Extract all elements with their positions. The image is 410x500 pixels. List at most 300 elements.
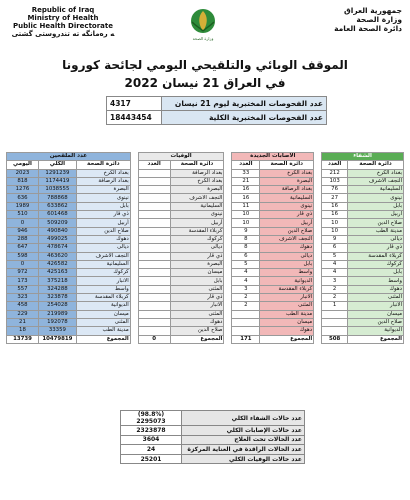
spacer bbox=[130, 235, 138, 243]
death-dept-cell: ﺫﻱ ﻗﺎﺭ bbox=[170, 252, 224, 260]
cumulative-row bbox=[121, 435, 305, 445]
vac-total-total: 10479819 bbox=[38, 335, 76, 343]
vac-total-cell: 426582 bbox=[38, 260, 76, 268]
death-dept-cell: ﻧﻴﻨﻮﻯ bbox=[170, 211, 224, 219]
recovery-dept-cell: ﺑﻐﺪﺍﺩ ﺍﻟﻜﺮﺥ bbox=[348, 169, 404, 177]
vac-total-cell: 509209 bbox=[38, 219, 76, 227]
spacer bbox=[224, 269, 232, 277]
spacer bbox=[314, 252, 322, 260]
table-row bbox=[7, 219, 404, 227]
case-dept-cell: ﺍﻻﻧﺒﺎﺭ bbox=[260, 294, 314, 302]
header-en-line: Republic of Iraq bbox=[31, 6, 95, 14]
case-dept-cell: ﺑﺎﺑﻞ bbox=[260, 260, 314, 268]
recovery-count-cell bbox=[322, 318, 348, 326]
case-dept-cell: ﺩﻫﻮﻙ bbox=[260, 244, 314, 252]
case-dept-cell: ﺑﻐﺪﺍﺩ ﺍﻟﺮﺻﺎﻓﺔ bbox=[260, 186, 314, 194]
spacer bbox=[314, 260, 322, 268]
death-count-cell bbox=[138, 194, 170, 202]
cumulative-value: 24 bbox=[121, 445, 182, 455]
ministry-header-en bbox=[8, 6, 118, 38]
recovery-dept-cell: ﻭﺍﺳﻂ bbox=[348, 277, 404, 285]
death-count-cell bbox=[138, 186, 170, 194]
case-count-cell: 10 bbox=[232, 211, 260, 219]
recovery-count-cell: 16 bbox=[322, 202, 348, 210]
vac-daily-cell: 1276 bbox=[7, 186, 39, 194]
death-count-cell bbox=[138, 169, 170, 177]
vac-total-cell: 1174419 bbox=[38, 177, 76, 185]
vac-total-cell: 254028 bbox=[38, 302, 76, 310]
spacer bbox=[130, 310, 138, 318]
vac-total-cell: 499025 bbox=[38, 235, 76, 243]
vac-dept-cell: ﺻﻼﺡ ﺍﻟﺪﻳﻦ bbox=[76, 227, 130, 235]
recovery-dept-cell: ﻛﺮﺑﻼﺀ ﺍﻟﻤﻘﺪﺳﺔ bbox=[348, 252, 404, 260]
vac-daily-cell: 647 bbox=[7, 244, 39, 252]
spacer bbox=[314, 235, 322, 243]
cumulative-label: ﻋﺪﺩ ﺣﺎﻻﺕ ﺍﻹﺻﺎﺑﺎﺕ ﺍﻟﻜﻠﻲ bbox=[182, 426, 305, 436]
spacer bbox=[314, 302, 322, 310]
spacer bbox=[314, 294, 322, 302]
table-row bbox=[7, 227, 404, 235]
recovery-group-header: ﺍﻟﺸﻔﺎﺀ bbox=[322, 153, 404, 161]
cases-group-header: ﺍﻻﺻﺎﺑﺎﺕ ﺍﻟﺠﺪﻳﺪﺓ bbox=[232, 153, 314, 161]
vac-dept-cell: ﺍﻻﻧﺒﺎﺭ bbox=[76, 277, 130, 285]
col-dept: ﺩﺍﺋﺮﺓ ﺍﻟﺼﺤﺔ bbox=[170, 161, 224, 169]
death-count-cell bbox=[138, 177, 170, 185]
case-count-cell: 4 bbox=[232, 277, 260, 285]
spacer bbox=[130, 153, 138, 161]
case-count-cell: 33 bbox=[232, 169, 260, 177]
vac-daily-cell: 818 bbox=[7, 177, 39, 185]
vac-dept-cell: ﻭﺍﺳﻂ bbox=[76, 285, 130, 293]
spacer bbox=[224, 169, 232, 177]
death-count-cell bbox=[138, 310, 170, 318]
death-count-cell bbox=[138, 294, 170, 302]
totals-label: ﺍﻟﻤﺠﻤﻮﻉ bbox=[170, 335, 224, 343]
recovery-count-cell: 5 bbox=[322, 252, 348, 260]
recovery-dept-cell: ﻧﻴﻨﻮﻯ bbox=[348, 194, 404, 202]
ministry-logo bbox=[182, 6, 224, 46]
cumulative-value: 2323878 bbox=[121, 426, 182, 436]
death-dept-cell: ﻣﻴﺴﺎﻥ bbox=[170, 269, 224, 277]
spacer bbox=[130, 318, 138, 326]
spacer bbox=[130, 260, 138, 268]
recovery-count-cell: 212 bbox=[322, 169, 348, 177]
spacer bbox=[224, 219, 232, 227]
vac-daily-cell: 0 bbox=[7, 219, 39, 227]
table-row bbox=[7, 252, 404, 260]
spacer bbox=[314, 335, 322, 343]
vac-total-cell: 1038555 bbox=[38, 186, 76, 194]
vac-dept-cell: ﻛﺮﺑﻼﺀ ﺍﻟﻤﻘﺪﺳﺔ bbox=[76, 294, 130, 302]
spacer bbox=[130, 202, 138, 210]
table-row bbox=[7, 186, 404, 194]
spacer bbox=[314, 318, 322, 326]
vac-total-cell: 33359 bbox=[38, 327, 76, 335]
vac-dept-cell: ﺍﻟﻤﺜﻨﻰ bbox=[76, 318, 130, 326]
table-row bbox=[7, 302, 404, 310]
summary-label: ﻋﺪﺩ ﺍﻟﻔﺤﻮﺻﺎﺕ ﺍﻟﻤﺨﺘﺒﺮﻳﺔ ﺍﻟﻜﻠﻴﺔ bbox=[162, 111, 327, 125]
recovery-count-cell: 2 bbox=[322, 294, 348, 302]
cases-total: 171 bbox=[232, 335, 260, 343]
vac-total-cell: 219989 bbox=[38, 310, 76, 318]
case-count-cell: 8 bbox=[232, 244, 260, 252]
case-dept-cell: ﻭﺍﺳﻂ bbox=[260, 269, 314, 277]
recovery-count-cell bbox=[322, 327, 348, 335]
death-dept-cell: ﺑﺎﺑﻞ bbox=[170, 277, 224, 285]
table-row bbox=[7, 235, 404, 243]
header-en-line: Ministry of Health bbox=[27, 14, 99, 22]
vac-dept-cell: ﻧﻴﻨﻮﻯ bbox=[76, 194, 130, 202]
recovery-count-cell: 2 bbox=[322, 285, 348, 293]
table-row bbox=[7, 285, 404, 293]
recovery-dept-cell: ﻣﻴﺴﺎﻥ bbox=[348, 310, 404, 318]
spacer bbox=[314, 327, 322, 335]
case-count-cell bbox=[232, 327, 260, 335]
case-dept-cell: ﺍﻟﺪﻳﻮﺍﻧﻴﺔ bbox=[260, 277, 314, 285]
table-row bbox=[7, 169, 404, 177]
death-dept-cell: ﺍﻻﻧﺒﺎﺭ bbox=[170, 302, 224, 310]
group-header-row bbox=[7, 153, 404, 161]
case-count-cell: 2 bbox=[232, 302, 260, 310]
cumulative-summary-table bbox=[120, 410, 305, 464]
death-count-cell bbox=[138, 244, 170, 252]
spacer bbox=[130, 335, 138, 343]
page-subtitle: ﻓﻲ ﺍﻟﻌﺮﺍﻕ 21 ﻧﻴﺴﺎﻥ 2022 bbox=[124, 76, 286, 90]
vac-daily-cell: 1989 bbox=[7, 202, 39, 210]
case-count-cell bbox=[232, 318, 260, 326]
recovery-count-cell: 1 bbox=[322, 302, 348, 310]
col-count: ﺍﻟﻌﺪﺩ bbox=[232, 161, 260, 169]
spacer bbox=[130, 269, 138, 277]
case-dept-cell: ﺍﻟﺒﺼﺮﺓ bbox=[260, 177, 314, 185]
spacer bbox=[224, 294, 232, 302]
death-count-cell bbox=[138, 202, 170, 210]
case-count-cell: 16 bbox=[232, 186, 260, 194]
recovery-count-cell: 103 bbox=[322, 177, 348, 185]
vac-total-cell: 425163 bbox=[38, 269, 76, 277]
cumulative-label: ﻋﺪﺩ ﺣﺎﻻﺕ ﺍﻟﺸﻔﺎﺀ ﺍﻟﻜﻠﻲ bbox=[182, 411, 305, 426]
tests-summary-table bbox=[106, 96, 327, 125]
cumulative-value: 3604 bbox=[121, 435, 182, 445]
vac-dept-cell: ﺩﻳﺎﻟﻰ bbox=[76, 244, 130, 252]
totals-label: ﺍﻟﻤﺠﻤﻮﻉ bbox=[76, 335, 130, 343]
death-dept-cell: ﺍﻟﺒﺼﺮﺓ bbox=[170, 260, 224, 268]
spacer bbox=[224, 235, 232, 243]
recovery-count-cell: 27 bbox=[322, 194, 348, 202]
table-row bbox=[7, 277, 404, 285]
column-header-row bbox=[7, 161, 404, 169]
recovery-dept-cell: ﺃﺭﺑﻴﻞ bbox=[348, 211, 404, 219]
recovery-dept-cell: ﺫﻱ ﻗﺎﺭ bbox=[348, 244, 404, 252]
spacer bbox=[224, 335, 232, 343]
death-count-cell bbox=[138, 219, 170, 227]
spacer bbox=[224, 318, 232, 326]
vac-daily-cell: 229 bbox=[7, 310, 39, 318]
case-count-cell: 4 bbox=[232, 269, 260, 277]
death-dept-cell: ﺍﻟﻨﺠﻒ ﺍﻻﺷﺮﻑ bbox=[170, 194, 224, 202]
case-count-cell: 16 bbox=[232, 194, 260, 202]
death-dept-cell: ﺫﻱ ﻗﺎﺭ bbox=[170, 294, 224, 302]
spacer bbox=[224, 186, 232, 194]
death-count-cell bbox=[138, 260, 170, 268]
case-dept-cell: ﻧﻴﻨﻮﻯ bbox=[260, 202, 314, 210]
spacer bbox=[314, 269, 322, 277]
cumulative-value: (98.8%) 2295073 bbox=[121, 411, 182, 426]
col-count: ﺍﻟﻌﺪﺩ bbox=[138, 161, 170, 169]
spacer bbox=[224, 260, 232, 268]
recovery-count-cell: 10 bbox=[322, 227, 348, 235]
vac-dept-cell: ﺑﺎﺑﻞ bbox=[76, 202, 130, 210]
vac-dept-cell: ﺑﻐﺪﺍﺩ ﺍﻟﻜﺮﺥ bbox=[76, 169, 130, 177]
death-count-cell bbox=[138, 285, 170, 293]
spacer bbox=[314, 153, 322, 161]
vac-dept-cell: ﺫﻱ ﻗﺎﺭ bbox=[76, 211, 130, 219]
death-dept-cell: ﺻﻼﺡ ﺍﻟﺪﻳﻦ bbox=[170, 327, 224, 335]
spacer bbox=[224, 211, 232, 219]
table-row bbox=[7, 177, 404, 185]
vac-daily-cell: 323 bbox=[7, 294, 39, 302]
header-kurdish-line: ﻪ ﺭﻩﻣﺎﻧﮕﻪ ﺗﻪ ﺗﻨﺪﺭﻭﺳﺘﻰ ﮔﺸﺘﻰ bbox=[11, 30, 115, 38]
vac-total-cell: 375218 bbox=[38, 277, 76, 285]
spacer bbox=[130, 277, 138, 285]
vac-total-cell: 192078 bbox=[38, 318, 76, 326]
recovery-count-cell bbox=[322, 310, 348, 318]
case-count-cell bbox=[232, 310, 260, 318]
death-dept-cell: ﺍﻟﺴﻠﻴﻤﺎﻧﻴﺔ bbox=[170, 202, 224, 210]
case-dept-cell: ﺍﻟﻨﺠﻒ ﺍﻻﺷﺮﻑ bbox=[260, 235, 314, 243]
vac-daily-cell: 510 bbox=[7, 211, 39, 219]
recovery-dept-cell: ﺩﻳﺎﻟﻰ bbox=[348, 235, 404, 243]
death-dept-cell: ﺍﻟﻤﺜﻨﻰ bbox=[170, 285, 224, 293]
col-dept: ﺩﺍﺋﺮﺓ ﺍﻟﺼﺤﺔ bbox=[260, 161, 314, 169]
spacer bbox=[130, 244, 138, 252]
table-row bbox=[7, 310, 404, 318]
vac-dept-cell: ﺃﺭﺑﻴﻞ bbox=[76, 219, 130, 227]
vac-dept-cell: ﻛﺮﻛﻮﻙ bbox=[76, 269, 130, 277]
case-count-cell: 9 bbox=[232, 227, 260, 235]
page-title: ﺍﻟﻤﻮﻗﻒ ﺍﻟﻮﺑﺎﺋﻲ ﻭﺍﻟﺘﻠﻘﻴﺤﻲ ﺍﻟﻴﻮﻣﻲ ﻟﺠﺎﺋﺤﺔ ﻛﻮﺭﻭﻧﺎ bbox=[62, 58, 348, 72]
case-dept-cell: ﺩﻳﺎﻟﻰ bbox=[260, 252, 314, 260]
ministry-header-ar bbox=[334, 6, 402, 33]
totals-row bbox=[7, 335, 404, 343]
totals-label: ﺍﻟﻤﺠﻤﻮﻉ bbox=[348, 335, 404, 343]
table-row bbox=[7, 260, 404, 268]
vac-dept-cell: ﺍﻟﺒﺼﺮﺓ bbox=[76, 186, 130, 194]
spacer bbox=[224, 327, 232, 335]
spacer bbox=[224, 153, 232, 161]
case-count-cell: 2 bbox=[232, 294, 260, 302]
death-count-cell bbox=[138, 277, 170, 285]
vac-daily-cell: 458 bbox=[7, 302, 39, 310]
case-dept-cell: ﻛﺮﺑﻼﺀ ﺍﻟﻤﻘﺪﺳﺔ bbox=[260, 285, 314, 293]
spacer bbox=[224, 310, 232, 318]
case-dept-cell: ﺍﻟﻤﺜﻨﻰ bbox=[260, 302, 314, 310]
table-row bbox=[7, 269, 404, 277]
spacer bbox=[130, 194, 138, 202]
case-dept-cell: ﺍﻟﺴﻠﻴﻤﺎﻧﻴﺔ bbox=[260, 194, 314, 202]
vac-dept-cell: ﺍﻟﺪﻳﻮﺍﻧﻴﺔ bbox=[76, 302, 130, 310]
spacer bbox=[314, 244, 322, 252]
vac-daily-cell: 173 bbox=[7, 277, 39, 285]
spacer bbox=[314, 227, 322, 235]
spacer bbox=[224, 285, 232, 293]
cumulative-label: ﻋﺪﺩ ﺍﻟﺤﺎﻻﺕ ﺍﻟﺮﺍﻗﺪﺓ ﻓﻲ ﺍﻟﻌﻨﺎﻳﺔ ﺍﻟﻤﺮﻛﺰﺓ bbox=[182, 445, 305, 455]
case-count-cell: 3 bbox=[232, 285, 260, 293]
col-dept: ﺩﺍﺋﺮﺓ ﺍﻟﺼﺤﺔ bbox=[348, 161, 404, 169]
vac-daily-cell: 0 bbox=[7, 260, 39, 268]
spacer bbox=[224, 202, 232, 210]
covid-stats-table bbox=[6, 152, 404, 344]
vac-total-cell: 490840 bbox=[38, 227, 76, 235]
header-en-line: Public Health Directorate bbox=[13, 22, 113, 30]
case-dept-cell: ﺃﺭﺑﻴﻞ bbox=[260, 219, 314, 227]
vac-total-cell: 1291239 bbox=[38, 169, 76, 177]
vac-daily-cell: 636 bbox=[7, 194, 39, 202]
spacer bbox=[314, 161, 322, 169]
recovery-count-cell: 6 bbox=[322, 244, 348, 252]
recovery-dept-cell: ﺍﻻﻧﺒﺎﺭ bbox=[348, 302, 404, 310]
spacer bbox=[130, 285, 138, 293]
deaths-group-header: ﺍﻟﻮﻓﻴﺎﺕ bbox=[138, 153, 224, 161]
spacer bbox=[314, 219, 322, 227]
table-row bbox=[7, 327, 404, 335]
table-row bbox=[7, 211, 404, 219]
spacer bbox=[130, 186, 138, 194]
spacer bbox=[224, 302, 232, 310]
death-dept-cell: ﺍﻟﺒﺼﺮﺓ bbox=[170, 186, 224, 194]
spacer bbox=[224, 177, 232, 185]
case-count-cell: 5 bbox=[232, 260, 260, 268]
spacer bbox=[314, 202, 322, 210]
recovery-dept-cell: ﺻﻼﺡ ﺍﻟﺪﻳﻦ bbox=[348, 219, 404, 227]
recovery-count-cell: 4 bbox=[322, 260, 348, 268]
vac-dept-cell: ﺑﻐﺪﺍﺩ ﺍﻟﺮﺻﺎﻓﺔ bbox=[76, 177, 130, 185]
case-count-cell: 11 bbox=[232, 202, 260, 210]
recovery-count-cell: 76 bbox=[322, 186, 348, 194]
table-row bbox=[7, 194, 404, 202]
recovery-dept-cell: ﺑﺎﺑﻞ bbox=[348, 269, 404, 277]
spacer bbox=[224, 277, 232, 285]
death-dept-cell: ﺍﻟﻤﺜﻨﻰ bbox=[170, 310, 224, 318]
summary-value: 4317 bbox=[107, 97, 162, 111]
recovery-count-cell: 4 bbox=[322, 269, 348, 277]
recovery-dept-cell: ﺑﺎﺑﻞ bbox=[348, 202, 404, 210]
spacer bbox=[130, 252, 138, 260]
recovery-dept-cell: ﻛﺮﻛﻮﻙ bbox=[348, 260, 404, 268]
case-count-cell: 10 bbox=[232, 219, 260, 227]
vac-total-cell: 478674 bbox=[38, 244, 76, 252]
cumulative-row bbox=[121, 411, 305, 426]
death-dept-cell: ﺩﻫﻮﻙ bbox=[170, 318, 224, 326]
cumulative-row bbox=[121, 426, 305, 436]
spacer bbox=[314, 310, 322, 318]
header-ar-line: ﺩﺍﺋﺮﺓ ﺍﻟﺼﺤﺔ ﺍﻟﻌﺎﻣﺔ bbox=[334, 24, 402, 33]
recovery-dept-cell: ﻣﺪﻳﻨﺔ ﺍﻟﻄﺐ bbox=[348, 227, 404, 235]
deaths-total: 0 bbox=[138, 335, 170, 343]
table-row bbox=[7, 244, 404, 252]
case-count-cell: 8 bbox=[232, 235, 260, 243]
death-dept-cell: ﺑﻐﺪﺍﺩ ﺍﻟﺮﺻﺎﻓﺔ bbox=[170, 169, 224, 177]
recovery-count-cell: 16 bbox=[322, 211, 348, 219]
spacer bbox=[130, 227, 138, 235]
recovery-dept-cell: ﺩﻫﻮﻙ bbox=[348, 285, 404, 293]
spacer bbox=[314, 277, 322, 285]
col-count: ﺍﻟﻌﺪﺩ bbox=[322, 161, 348, 169]
vac-dept-cell: ﻣﻴﺴﺎﻥ bbox=[76, 310, 130, 318]
case-dept-cell: ﺩﻫﻮﻙ bbox=[260, 327, 314, 335]
summary-label: ﻋﺪﺩ ﺍﻟﻔﺤﻮﺻﺎﺕ ﺍﻟﻤﺨﺘﺒﺮﻳﺔ ﻟﻴﻮﻡ 21 ﻧﻴﺴﺎﻥ bbox=[162, 97, 327, 111]
death-count-cell bbox=[138, 318, 170, 326]
vaccinated-group-header: ﻋﺪﺩ ﺍﻟﻤﻠﻘﺤﻴﻦ bbox=[7, 153, 131, 161]
vac-daily-cell: 557 bbox=[7, 285, 39, 293]
spacer bbox=[130, 161, 138, 169]
spacer bbox=[224, 252, 232, 260]
cumulative-row bbox=[121, 454, 305, 464]
vac-daily-cell: 972 bbox=[7, 269, 39, 277]
spacer bbox=[130, 294, 138, 302]
table-row bbox=[7, 294, 404, 302]
vac-dept-cell: ﺩﻫﻮﻙ bbox=[76, 235, 130, 243]
summary-value: 18443454 bbox=[107, 111, 162, 125]
spacer bbox=[314, 186, 322, 194]
vac-daily-cell: 18 bbox=[7, 327, 39, 335]
vac-total-cell: 324288 bbox=[38, 285, 76, 293]
death-dept-cell: ﻛﺮﺑﻼﺀ ﺍﻟﻤﻘﺪﺳﺔ bbox=[170, 227, 224, 235]
spacer bbox=[314, 177, 322, 185]
recovery-total: 508 bbox=[322, 335, 348, 343]
vac-total-cell: 633862 bbox=[38, 202, 76, 210]
vac-daily-total: 13739 bbox=[7, 335, 39, 343]
death-count-cell bbox=[138, 235, 170, 243]
totals-label: ﺍﻟﻤﺠﻤﻮﻉ bbox=[260, 335, 314, 343]
spacer bbox=[224, 161, 232, 169]
col-daily: ﺍﻟﻴﻮﻣﻲ bbox=[7, 161, 39, 169]
recovery-dept-cell: ﺍﻟﺴﻠﻴﻤﺎﻧﻴﺔ bbox=[348, 186, 404, 194]
recovery-dept-cell: ﺍﻟﻤﺜﻨﻰ bbox=[348, 294, 404, 302]
spacer bbox=[130, 211, 138, 219]
spacer bbox=[224, 227, 232, 235]
col-total: ﺍﻟﻜﻠﻲ bbox=[38, 161, 76, 169]
summary-row bbox=[107, 97, 327, 111]
death-count-cell bbox=[138, 269, 170, 277]
spacer bbox=[314, 194, 322, 202]
spacer bbox=[314, 211, 322, 219]
spacer bbox=[130, 219, 138, 227]
vac-daily-cell: 598 bbox=[7, 252, 39, 260]
table-row bbox=[7, 202, 404, 210]
recovery-count-cell: 9 bbox=[322, 235, 348, 243]
case-dept-cell: ﺫﻱ ﻗﺎﺭ bbox=[260, 211, 314, 219]
summary-row bbox=[107, 111, 327, 125]
cumulative-label: ﻋﺪﺩ ﺣﺎﻻﺕ ﺍﻟﻮﻓﻴﺎﺕ ﺍﻟﻜﻠﻲ bbox=[182, 454, 305, 464]
case-dept-cell: ﺑﻐﺪﺍﺩ ﺍﻟﻜﺮﺥ bbox=[260, 169, 314, 177]
spacer bbox=[314, 169, 322, 177]
death-dept-cell: ﻛﺮﻛﻮﻙ bbox=[170, 235, 224, 243]
death-dept-cell: ﺃﺭﺑﻴﻞ bbox=[170, 219, 224, 227]
death-count-cell bbox=[138, 302, 170, 310]
recovery-dept-cell: ﺍﻟﺪﻳﻮﺍﻧﻴﺔ bbox=[348, 327, 404, 335]
header-ar-line: ﻭﺯﺍﺭﺓ ﺍﻟﺼﺤﺔ bbox=[356, 15, 402, 24]
vac-daily-cell: 2023 bbox=[7, 169, 39, 177]
vac-total-cell: 323878 bbox=[38, 294, 76, 302]
spacer bbox=[130, 177, 138, 185]
recovery-dept-cell: ﺍﻟﻨﺠﻒ ﺍﻻﺷﺮﻑ bbox=[348, 177, 404, 185]
case-dept-cell: ﻣﺪﻳﻨﺔ ﺍﻟﻄﺐ bbox=[260, 310, 314, 318]
col-dept: ﺩﺍﺋﺮﺓ ﺍﻟﺼﺤﺔ bbox=[76, 161, 130, 169]
header-ar-line: ﺟﻤﻬﻮﺭﻳﺔ ﺍﻟﻌﺮﺍﻕ bbox=[344, 6, 402, 15]
logo-text: ﻭﺯﺍﺭﺓ ﺍﻟﺼﺤﺔ bbox=[192, 36, 214, 41]
spacer bbox=[224, 194, 232, 202]
